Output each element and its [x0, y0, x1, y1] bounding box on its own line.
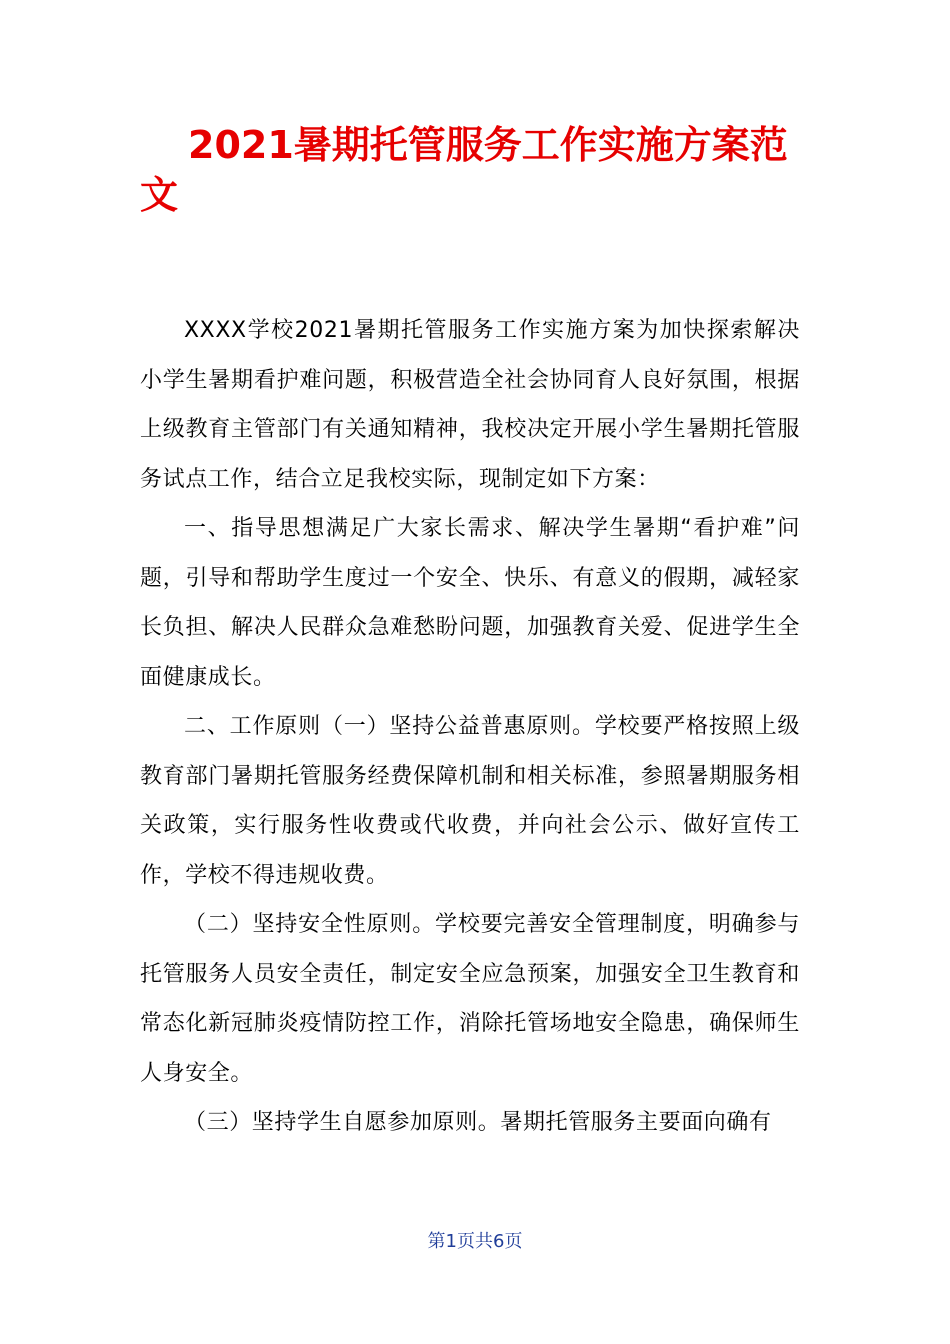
- paragraph-voluntary-principle: （三）坚持学生自愿参加原则。暑期托管服务主要面向确有: [184, 1110, 772, 1135]
- paragraph-safety-principle: （二）坚持安全性原则。学校要完善安全管理制度，明确参与托管服务人员安全责任，制定安全应急预案，加强安全卫生教育和常态化新冠肺炎疫情防控工作，消除托管场地安全隐患，确保师生人身安全。: [140, 912, 800, 1086]
- paragraph-work-principles: 二、工作原则（一）坚持公益普惠原则。学校要严格按照上级教育部门暑期托管服务经费保障机制和相关标准，参照暑期服务相关政策，实行服务性收费或代收费，并向社会公示、做好宣传工作，学校不得违规收费。: [140, 714, 800, 888]
- paragraph-intro: XXXX学校2021暑期托管服务工作实施方案为加快探索解决小学生暑期看护难问题，积极营造全社会协同育人良好氛围，根据上级教育主管部门有关通知精神，我校决定开展小学生暑期托管服务试点工作，结合立足我校实际，现制定如下方案：: [140, 318, 800, 492]
- document-title: 2021暑期托管服务工作实施方案范文: [140, 123, 788, 217]
- document-body: [140, 306, 800, 1148]
- paragraph-guiding-ideology: 一、指导思想满足广大家长需求、解决学生暑期“看护难”问题，引导和帮助学生度过一个安全、快乐、有意义的假期，减轻家长负担、解决人民群众急难愁盼问题，加强教育关爱、促进学生全面健康成长。: [140, 516, 800, 690]
- page-number-footer: 第1页共6页: [427, 1231, 523, 1252]
